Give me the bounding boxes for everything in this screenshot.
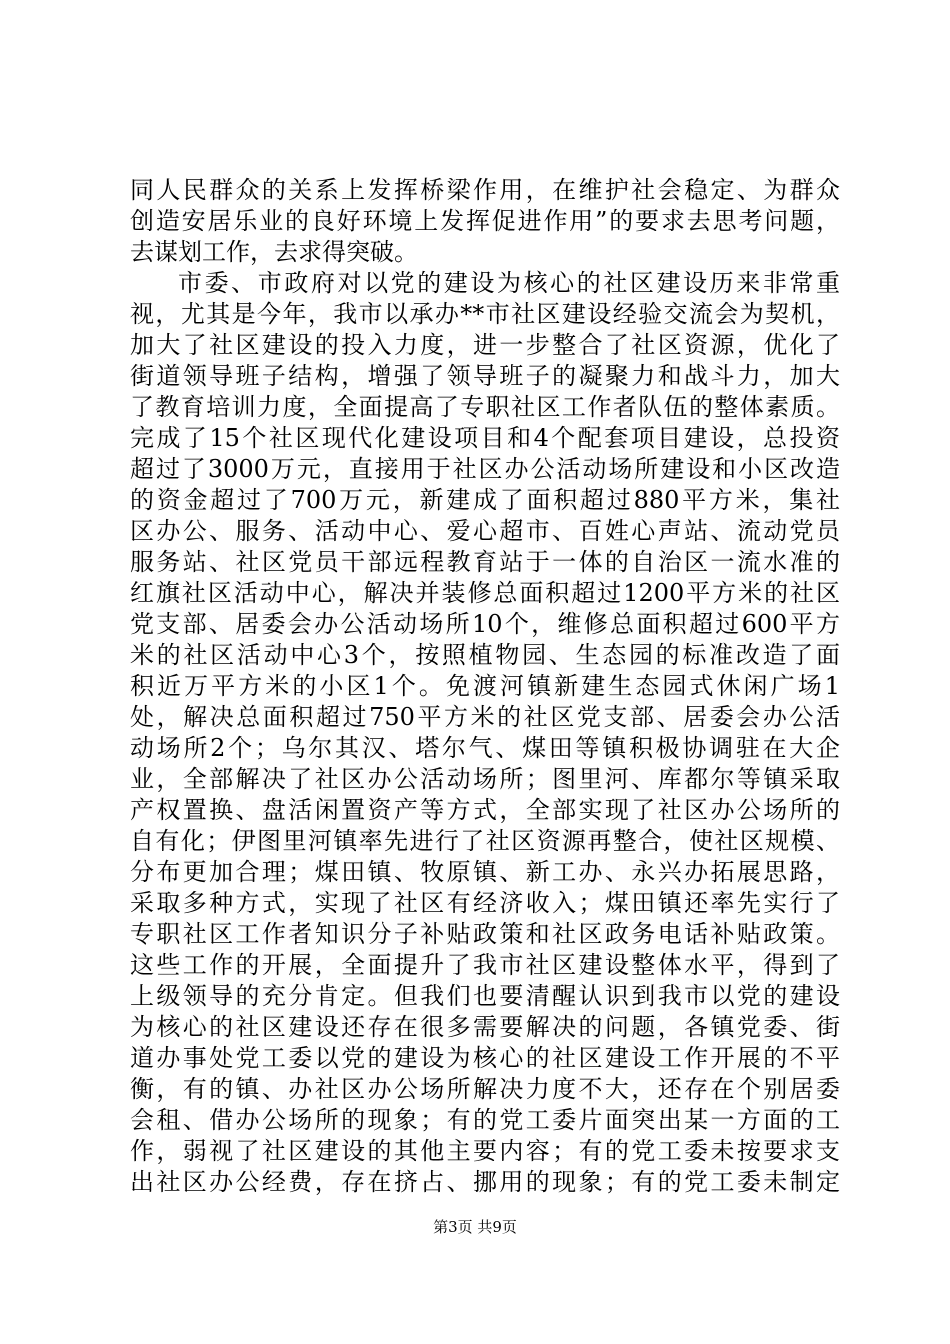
text-line: 完成了15个社区现代化建设项目和4个配套项目建设，总投资: [130, 424, 840, 452]
text-line: 视，尤其是今年，我市以承办**市社区建设经验交流会为契机，: [130, 300, 840, 328]
page-footer: [0, 1217, 950, 1237]
text-line: 服务站、社区党员干部远程教育站于一体的自治区一流水准的: [130, 548, 840, 576]
text-line: 米的社区活动中心3个，按照植物园、生态园的标准改造了面: [130, 641, 840, 669]
text-line: 产权置换、盘活闲置资产等方式，全部实现了社区办公场所的: [130, 796, 840, 824]
text-line: 作，弱视了社区建设的其他主要内容；有的党工委未按要求支: [130, 1137, 840, 1165]
text-line: 道办事处党工委以党的建设为核心的社区建设工作开展的不平: [130, 1044, 840, 1072]
text-line: 的资金超过了700万元，新建成了面积超过880平方米，集社: [130, 486, 840, 514]
page-number: 第3页 共9页: [433, 1218, 517, 1236]
text-line: 积近万平方米的小区1个。免渡河镇新建生态园式休闲广场1: [130, 672, 840, 700]
text-line: 上级领导的充分肯定。但我们也要清醒认识到我市以党的建设: [130, 982, 840, 1010]
text-line: 加大了社区建设的投入力度，进一步整合了社区资源，优化了: [130, 331, 840, 359]
text-line: 出社区办公经费，存在挤占、挪用的现象；有的党工委未制定: [130, 1168, 840, 1196]
text-line: 党支部、居委会办公活动场所10个，维修总面积超过600平方: [130, 610, 840, 638]
text-line: 会租、借办公场所的现象；有的党工委片面突出某一方面的工: [130, 1106, 840, 1134]
text-line: 市委、市政府对以党的建设为核心的社区建设历来非常重: [178, 269, 840, 297]
text-line: 去谋划工作，去求得突破。: [130, 238, 418, 266]
text-line: 衡，有的镇、办社区办公场所解决力度不大，还存在个别居委: [130, 1075, 840, 1103]
text-line: 区办公、服务、活动中心、爱心超市、百姓心声站、流动党员: [130, 517, 840, 545]
text-line: 分布更加合理；煤田镇、牧原镇、新工办、永兴办拓展思路，: [130, 858, 840, 886]
text-line: 自有化；伊图里河镇率先进行了社区资源再整合，使社区规模、: [130, 827, 840, 855]
text-line: 了教育培训力度，全面提高了专职社区工作者队伍的整体素质。: [130, 393, 840, 421]
text-line: 动场所2个；乌尔其汉、塔尔气、煤田等镇积极协调驻在大企: [130, 734, 840, 762]
text-line: 这些工作的开展，全面提升了我市社区建设整体水平，得到了: [130, 951, 840, 979]
text-line: 采取多种方式，实现了社区有经济收入；煤田镇还率先实行了: [130, 889, 840, 917]
text-line: 同人民群众的关系上发挥桥梁作用，在维护社会稳定、为群众: [130, 176, 840, 204]
text-line: 处，解决总面积超过750平方米的社区党支部、居委会办公活: [130, 703, 840, 731]
text-line: 业，全部解决了社区办公活动场所；图里河、库都尔等镇采取: [130, 765, 840, 793]
text-line: 为核心的社区建设还存在很多需要解决的问题，各镇党委、街: [130, 1013, 840, 1041]
text-line: 创造安居乐业的良好环境上发挥促进作用”的要求去思考问题，: [130, 207, 840, 235]
text-line: 街道领导班子结构，增强了领导班子的凝聚力和战斗力，加大: [130, 362, 840, 390]
body-text: [130, 175, 840, 1198]
text-line: 红旗社区活动中心，解决并装修总面积超过1200平方米的社区: [130, 579, 840, 607]
text-line: 超过了3000万元，直接用于社区办公活动场所建设和小区改造: [130, 455, 840, 483]
text-line: 专职社区工作者知识分子补贴政策和社区政务电话补贴政策。: [130, 920, 840, 948]
